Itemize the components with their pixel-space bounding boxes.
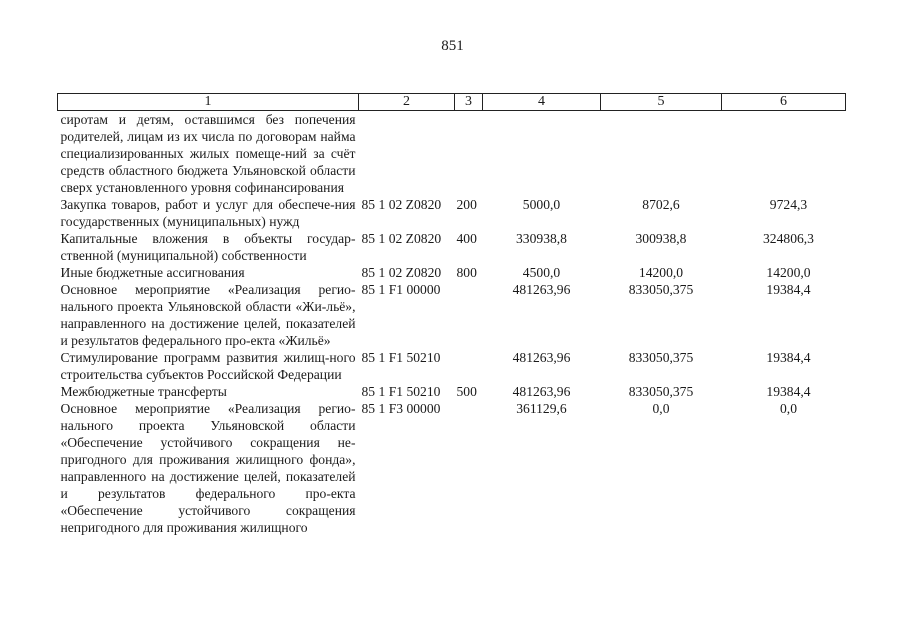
table-row <box>58 196 846 230</box>
row-name: Закупка товаров, работ и услуг для обеспече-ния государственных (муниципальных) нужд <box>60 197 356 229</box>
row-expense-type: 400 <box>456 231 477 246</box>
row-expense-type <box>455 281 483 349</box>
budget-table <box>57 93 846 536</box>
row-code: 85 1 02 Z0820 <box>361 231 442 246</box>
row-code: 85 1 F1 50210 <box>361 350 441 365</box>
table-header-row <box>58 94 846 111</box>
row-expense-type: 500 <box>456 384 477 399</box>
row-value-4 <box>483 111 601 197</box>
table-row <box>58 264 846 281</box>
row-name: Капитальные вложения в объекты государ-ственной (муниципальной) собственности <box>60 231 356 263</box>
row-name: Основное мероприятие «Реализация регио-нального проекта Ульяновской области «Обеспечение устойчивого сокращения не-пригодного для проживания жилищного фонда», направленного на достижение целей, показателей и результатов федерального про-екта «Обеспечение устойчивого сокращения непригодного для проживания жилищного <box>60 401 356 535</box>
table-row <box>58 400 846 536</box>
row-value-5: 14200,0 <box>638 265 684 280</box>
row-value-5: 8702,6 <box>642 197 680 212</box>
row-value-5 <box>601 111 722 197</box>
row-expense-type <box>455 349 483 383</box>
row-value-6: 19384,4 <box>766 350 811 365</box>
column-header-3: 3 <box>455 94 483 111</box>
row-code: 85 1 F3 00000 <box>361 401 441 416</box>
row-value-6: 19384,4 <box>766 384 811 399</box>
row-value-4: 361129,6 <box>516 401 567 416</box>
column-header-1: 1 <box>58 94 359 111</box>
row-value-4: 330938,8 <box>516 231 567 246</box>
row-expense-type <box>455 111 483 197</box>
row-value-5: 833050,375 <box>628 384 694 399</box>
row-expense-type: 200 <box>456 197 477 212</box>
table-row <box>58 281 846 349</box>
row-value-6: 14200,0 <box>766 265 811 280</box>
column-header-5: 5 <box>601 94 722 111</box>
row-value-6: 9724,3 <box>769 197 808 212</box>
row-value-5: 833050,375 <box>628 350 694 365</box>
row-value-5: 0,0 <box>652 401 670 416</box>
row-value-5: 300938,8 <box>635 231 687 246</box>
row-code <box>359 111 455 197</box>
row-name: Основное мероприятие «Реализация регио-нального проекта Ульяновской области «Жи-льё», направленного на достижение целей, показателей и результатов федерального про-екта «Жильё» <box>60 282 356 348</box>
row-value-6: 324806,3 <box>763 231 814 246</box>
table-row <box>58 383 846 400</box>
row-value-4: 4500,0 <box>522 265 561 280</box>
row-value-4: 481263,96 <box>512 282 571 297</box>
table-row <box>58 111 846 197</box>
row-value-6: 19384,4 <box>766 282 811 297</box>
row-code: 85 1 02 Z0820 <box>361 197 442 212</box>
column-header-6: 6 <box>722 94 846 111</box>
row-value-6 <box>722 111 846 197</box>
row-code: 85 1 F1 50210 <box>361 384 441 399</box>
row-code: 85 1 F1 00000 <box>361 282 441 297</box>
row-name: Межбюджетные трансферты <box>60 384 227 399</box>
row-expense-type <box>455 400 483 536</box>
row-name: сиротам и детям, оставшимся без попечения родителей, лицам из их числа по договорам найма специализированных жилых помеще-ний за счёт средств областного бюджета Ульяновской области сверх установленного уровня софинансирования <box>60 112 356 195</box>
row-value-5: 833050,375 <box>628 282 694 297</box>
row-value-4: 5000,0 <box>522 197 561 212</box>
column-header-2: 2 <box>359 94 455 111</box>
row-value-4: 481263,96 <box>512 384 571 399</box>
table-row <box>58 230 846 264</box>
row-value-6: 0,0 <box>780 401 797 416</box>
row-name: Стимулирование программ развития жилищ-ного строительства субъектов Российской Федерации <box>60 350 356 382</box>
row-code: 85 1 02 Z0820 <box>361 265 442 280</box>
table-row <box>58 349 846 383</box>
row-name: Иные бюджетные ассигнования <box>60 265 245 280</box>
row-expense-type: 800 <box>456 265 477 280</box>
page-number: 851 <box>441 38 464 54</box>
row-value-4: 481263,96 <box>512 350 571 365</box>
column-header-4: 4 <box>483 94 601 111</box>
